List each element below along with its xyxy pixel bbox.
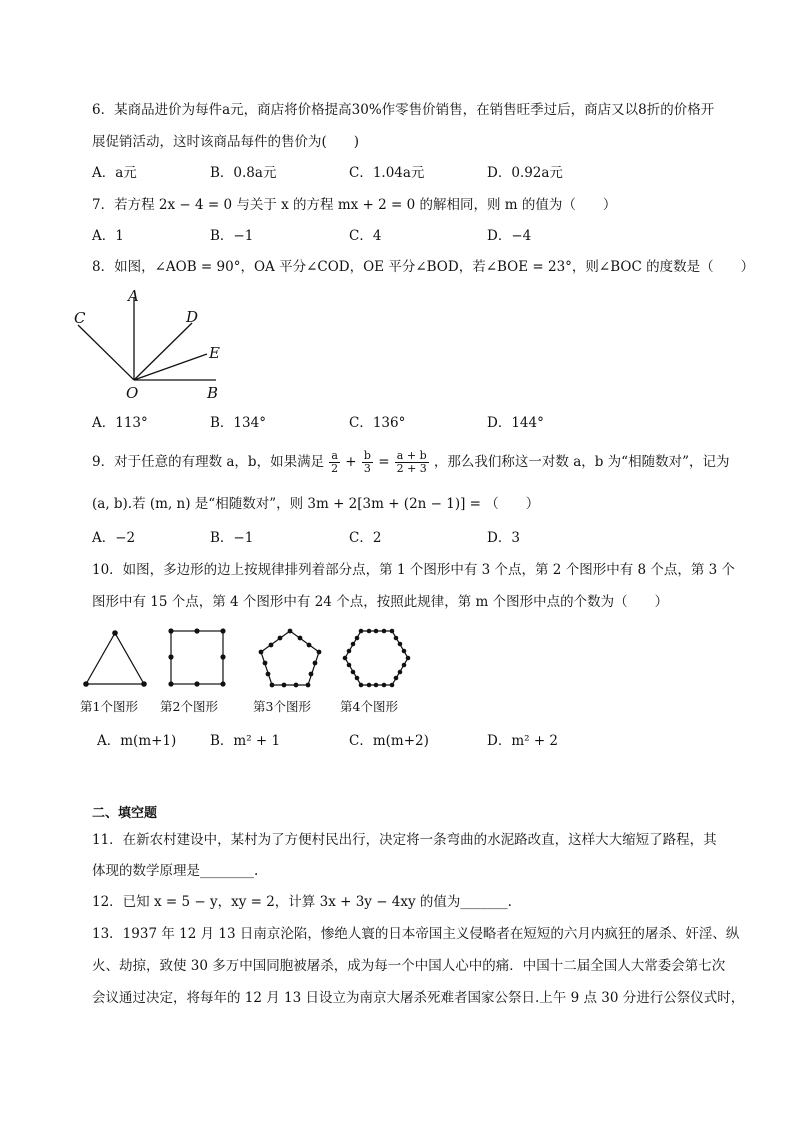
q9-plus: + [345,454,357,470]
caption-figure-1: 第1个图形 [80,699,138,714]
label-e: E [209,344,220,362]
q6-option-d: D．0.92a元 [487,165,563,181]
q9-line1-end: ，那么我们称这一对数 a，b 为“相随数对”，记为 [433,454,730,470]
label-d: D [186,308,199,326]
caption-figure-4: 第4个图形 [340,699,398,714]
q9-option-d: D．3 [487,530,520,546]
q10-option-a: A．m(m+1) [97,733,177,749]
q7-line1: 7．若方程 2x − 4 = 0 与关于 x 的方程 mx + 2 = 0 的解相同，则 m 的值为（ ） [92,197,617,213]
q6-option-a: A．a元 [92,165,137,181]
q9-option-c: C．2 [349,530,382,546]
q6-option-b: B．0.8a元 [210,165,277,181]
figure-3-pentagon [259,629,322,688]
q8-angle-figure [66,285,236,405]
q9-option-b: B．−1 [210,530,254,546]
q9-fraction-sum: $\frac{a + b}{2 + 3}$ [396,449,427,475]
q9-option-a: A．−2 [92,530,136,546]
q9-fraction-b-over-3: $\frac{b}{3}$ [363,449,371,475]
q6-option-c: C．1.04a元 [349,165,425,181]
q13-line3: 会议通过决定，将每年的 12 月 13 日设立为南京大屠杀死难者国家公祭日.上午 9 点 30 分进行公祭仪式时， [92,990,745,1006]
q10-line1: 10．如图，多边形的边上按规律排列着部分点，第 1 个图形中有 3 个点，第 2 个图形中有 8 个点，第 3 个 [92,562,736,578]
label-b: B [207,384,219,402]
label-a: A [128,287,139,305]
figure-4-hexagon [343,629,411,688]
q7-option-c: C．4 [349,228,382,244]
q9-fraction-a-over-2: $\frac{a}{2}$ [331,449,339,475]
q8-option-a: A．113° [92,415,148,431]
q9-line1 [92,450,729,475]
label-c: C [74,309,86,327]
ray-od [134,323,192,380]
label-o: O [126,384,139,402]
ray-oe [134,354,207,380]
q9-equals: = [378,454,390,470]
q10-option-b: B．m² + 1 [210,733,281,749]
q13-line1: 13．1937 年 12 月 13 日南京沦陷，惨绝人寰的日本帝国主义侵略者在短短的六月内疯狂的屠杀、奸淫、纵 [92,926,740,942]
q7-option-b: B．−1 [210,228,254,244]
q11-line2: 体现的数学原理是________. [92,863,259,879]
q13-line2: 火、劫掠，致使 30 多万中国同胞被屠杀，成为每一个中国人心中的痛．中国十二届全国人大常委会第七次 [92,958,726,974]
q9-line1-start: 9．对于任意的有理数 a，b，如果满足 [92,454,325,470]
q10-option-d: D．m² + 2 [487,733,559,749]
q10-polygon-figures [80,625,420,695]
caption-figure-2: 第2个图形 [160,699,218,714]
q8-option-b: B．134° [210,415,266,431]
q9-line2: (a, b).若 (m, n) 是“相随数对”，则 3m + 2[3m + (2n − 1)] = （ ） [92,496,540,512]
q7-option-a: A．1 [92,228,124,244]
section-fill-in-title: 二、填空题 [92,806,158,821]
q8-line1: 8．如图，∠AOB = 90°，OA 平分∠COD，OE 平分∠BOD，若∠BOE = 23°，则∠BOC 的度数是（ ） [92,259,755,275]
q8-option-d: D．144° [487,415,544,431]
figure-1-triangle [83,630,147,687]
ray-oc [78,325,134,380]
figure-2-square [168,628,225,686]
q6-line2: 展促销活动，这时该商品每件的售价为( ) [92,134,360,150]
q6-line1: 6．某商品进价为每件a元，商店将价格提高30%作零售价销售，在销售旺季过后，商店又以8折的价格开 [92,102,715,118]
q12-line1: 12．已知 x = 5 − y，xy = 2，计算 3x + 3y − 4xy 的值为_______. [92,894,512,910]
q10-line2: 图形中有 15 个点，第 4 个图形中有 24 个点，按照此规律，第 m 个图形中点的个数为（ ） [92,594,669,610]
q7-option-d: D．−4 [487,228,532,244]
caption-figure-3: 第3个图形 [253,699,311,714]
q8-option-c: C．136° [349,415,406,431]
q10-option-c: C．m(m+2) [349,733,429,749]
q11-line1: 11．在新农村建设中，某村为了方便村民出行，决定将一条弯曲的水泥路改直，这样大大缩短了路程，其 [92,832,717,848]
